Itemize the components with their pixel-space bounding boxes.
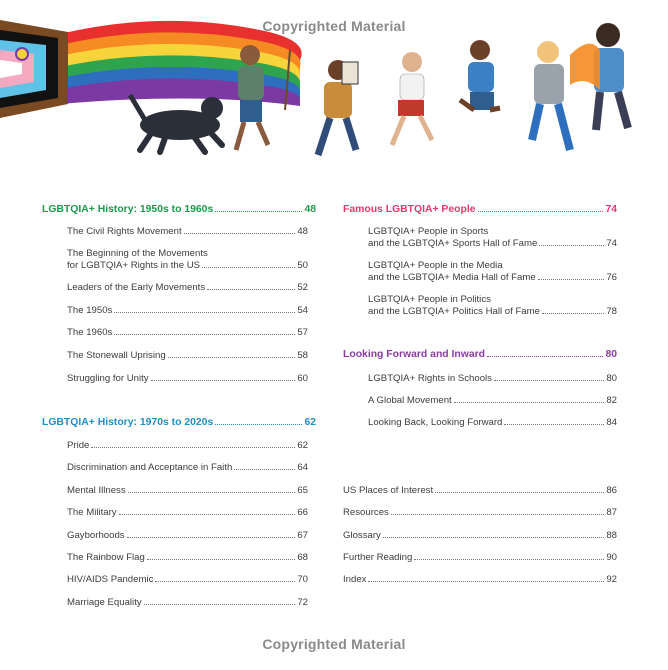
toc-entry[interactable]: The Rainbow Flag 68 bbox=[67, 552, 308, 563]
toc-section-heading[interactable]: LGBTQIA+ History: 1970s to 2020s 62 bbox=[42, 417, 316, 428]
toc-entry[interactable]: LGBTQIA+ People in Sports and the LGBTQIA+ Sports Hall of Fame 74 bbox=[368, 226, 617, 249]
toc-entry[interactable]: The Civil Rights Movement 48 bbox=[67, 226, 308, 237]
toc-backmatter-entry[interactable]: Further Reading 90 bbox=[343, 552, 617, 563]
toc-backmatter-entry[interactable]: Index 92 bbox=[343, 574, 617, 585]
toc-entry[interactable]: Marriage Equality 72 bbox=[67, 597, 308, 608]
toc-section-heading[interactable]: Famous LGBTQIA+ People 74 bbox=[343, 204, 617, 215]
toc-entry[interactable]: Pride 62 bbox=[67, 440, 308, 451]
toc-entry[interactable]: A Global Movement 82 bbox=[368, 395, 617, 406]
toc-entry[interactable]: Struggling for Unity 60 bbox=[67, 373, 308, 384]
toc-entry[interactable]: LGBTQIA+ Rights in Schools 80 bbox=[368, 373, 617, 384]
toc-entry[interactable]: Mental Illness 65 bbox=[67, 485, 308, 496]
header-illustration bbox=[0, 0, 668, 175]
toc-entry[interactable]: The Stonewall Uprising 58 bbox=[67, 350, 308, 361]
watermark-top: Copyrighted Material bbox=[262, 18, 406, 34]
toc-entry[interactable]: Discrimination and Acceptance in Faith 64 bbox=[67, 462, 308, 473]
toc-entry[interactable]: Leaders of the Early Movements 52 bbox=[67, 282, 308, 293]
watermark-bottom: Copyrighted Material bbox=[262, 636, 406, 652]
dog-illustration bbox=[130, 95, 223, 152]
toc-section-heading[interactable]: LGBTQIA+ History: 1950s to 1960s 48 bbox=[42, 204, 316, 215]
toc-entry[interactable]: LGBTQIA+ People in the Media and the LGBTQIA+ Media Hall of Fame 76 bbox=[368, 260, 617, 283]
toc-entry[interactable]: HIV/AIDS Pandemic 70 bbox=[67, 574, 308, 585]
toc-entry[interactable]: The 1960s 57 bbox=[67, 327, 308, 338]
toc-section-heading[interactable]: Looking Forward and Inward 80 bbox=[343, 349, 617, 360]
toc-backmatter-entry[interactable]: Resources 87 bbox=[343, 507, 617, 518]
toc-entry[interactable]: LGBTQIA+ People in Politics and the LGBTQIA+ Politics Hall of Fame 78 bbox=[368, 294, 617, 317]
toc-entry[interactable]: The Beginning of the Movements for LGBTQIA+ Rights in the US 50 bbox=[67, 248, 308, 271]
toc-entry[interactable]: The 1950s 54 bbox=[67, 305, 308, 316]
toc-backmatter-entry[interactable]: US Places of Interest 86 bbox=[343, 485, 617, 496]
toc-entry[interactable]: The Military 66 bbox=[67, 507, 308, 518]
toc-backmatter-entry[interactable]: Glossary 88 bbox=[343, 530, 617, 541]
toc-entry[interactable]: Gayborhoods 67 bbox=[67, 530, 308, 541]
toc-entry[interactable]: Looking Back, Looking Forward 84 bbox=[368, 417, 617, 428]
